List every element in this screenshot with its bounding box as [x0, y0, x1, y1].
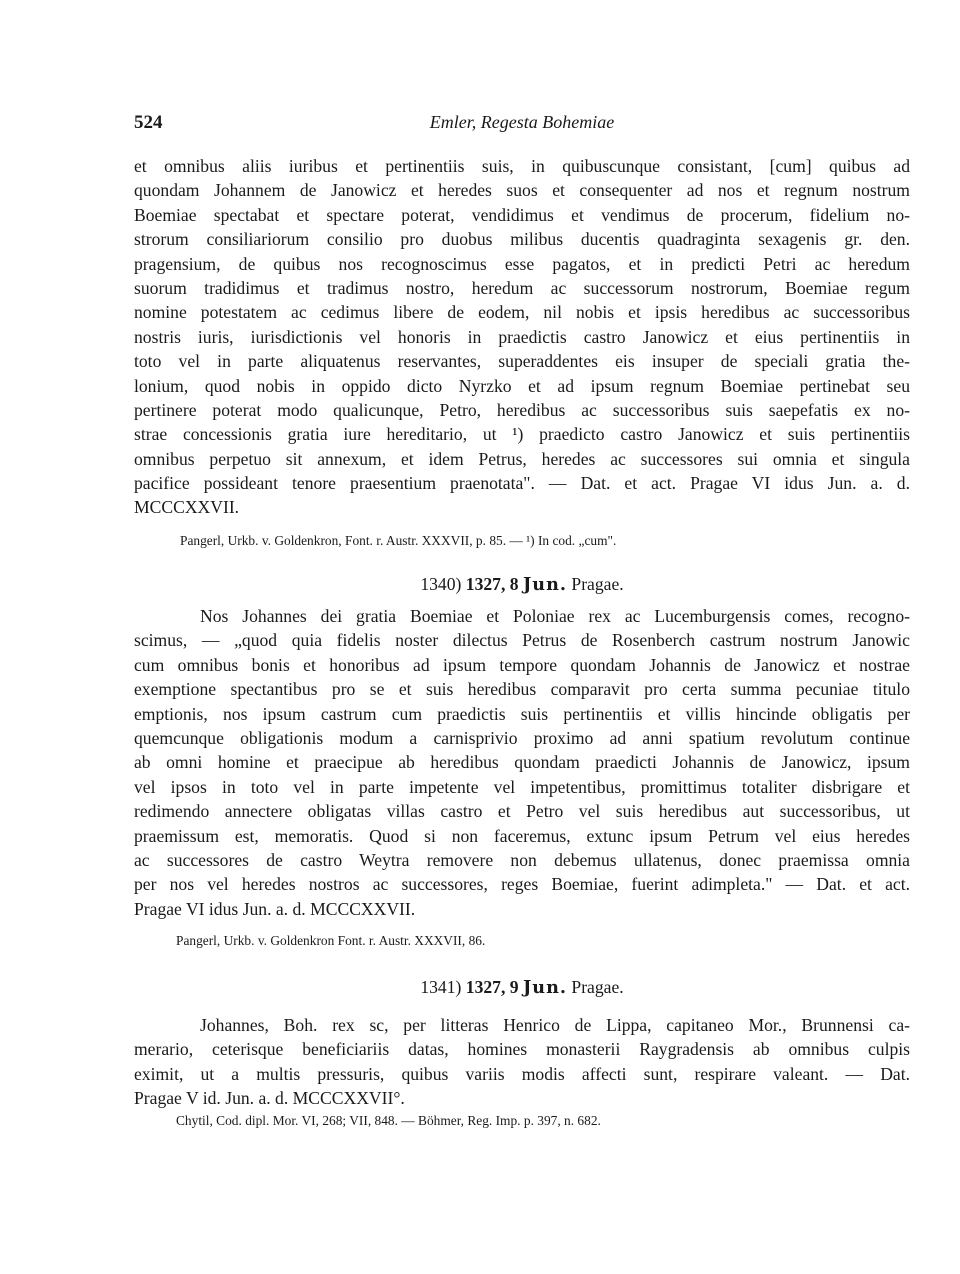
entry-place: Pragae. [571, 977, 624, 997]
text-line: cum omnibus bonis et honoribus ad ipsum tempore quondam Johannis de Janowicz et nostrae [134, 654, 910, 675]
text-line: merario, ceterisque beneficiariis datas, homines monasterii Raygradensis ab omnibus culpis [134, 1039, 910, 1060]
text-line: per nos vel heredes nostros ac successores, reges Boemiae, fuerint adimpleta." — Dat. et act. [134, 874, 910, 895]
text-line: omnibus perpetuo sit annexum, et idem Petrus, heredes ac successores sui omnia et singula [134, 448, 910, 469]
page-number: 524 [134, 112, 163, 133]
entry-date: 1327, 8 [465, 574, 519, 594]
source-note: Pangerl, Urkb. v. Goldenkron Font. r. Austr. XXXVII, 86. [176, 933, 486, 948]
entry-text-1340 [134, 604, 910, 921]
text-line: pacifice possideant tenore praesentium praenotata". — Dat. et act. Pragae VI idus Jun. a. d. [134, 473, 910, 494]
text-line: quemcunque obligationis modum a carnisprivio proximo ad anni spatium revolutum continue [134, 727, 910, 748]
text-line: suorum tradidimus et tradimus nostro, heredum ac successorum nostrorum, Boemiae regum [134, 277, 910, 298]
text-line: Pragae VI idus Jun. a. d. MCCCXXVII. [134, 898, 416, 919]
text-line: et omnibus aliis iuribus et pertinentiis suis, in quibuscunque consistant, [cum] quibus ad [134, 156, 910, 176]
text-line: strae concessionis gratia iure hereditario, ut ¹) praedicto castro Janowicz et suis pertinentiis [134, 424, 910, 445]
text-line: redimendo annectere obligatas villas castro et Petro vel suis heredibus aut successoribus, ut [134, 801, 910, 822]
text-line: toto vel in parte aliquatenus reservantes, superaddentes eis insuper de speciali gratia the- [134, 351, 910, 372]
text-line: emptionis, nos ipsum castrum cum praedictis suis pertinentiis et villis hincinde obligatis per [134, 703, 910, 724]
running-title: Emler, Regesta Bohemiae [429, 112, 615, 132]
text-line: ac successores de castro Weytra removere non debemus ullatenus, donec praemissa omnia [134, 849, 910, 870]
source-note: Pangerl, Urkb. v. Goldenkron, Font. r. Austr. XXXVII, p. 85. — ¹) In cod. „cum". [180, 533, 617, 548]
entry-text-1341 [134, 1013, 910, 1111]
text-line: Nos Johannes dei gratia Boemiae et Poloniae rex ac Lucemburgensis comes, recogno- [200, 606, 910, 626]
entry-date: 1327, 9 [465, 977, 519, 997]
text-line: Johannes, Boh. rex sc, per litteras Henrico de Lippa, capitaneo Mor., Brunnensi ca- [200, 1015, 910, 1035]
source-note: Chytil, Cod. dipl. Mor. VI, 268; VII, 848. — Böhmer, Reg. Imp. p. 397, n. 682. [176, 1113, 601, 1128]
text-line: lonium, quod nobis in oppido dicto Nyrzko et ad ipsum regnum Boemiae pertinebat seu [134, 375, 910, 396]
text-line: ab omni homine et praecipue ab heredibus quondam praedicti Johannis de Janowicz, ipsum [134, 752, 910, 773]
entry-number: 1341) [420, 977, 462, 997]
text-line: MCCCXXVII. [134, 497, 240, 518]
text-line: vel ipsos in toto vel in parte impetente vel impetentibus, promittimus totaliter disbrigare et [134, 776, 910, 797]
entry-place: Pragae. [571, 574, 624, 594]
text-line: Pragae V id. Jun. a. d. MCCCXXVII°. [134, 1088, 405, 1109]
text-line: pragensium, de quibus nos recognoscimus esse pagatos, et in predicti Petri ac heredum [134, 253, 910, 274]
continuation-paragraph [134, 154, 910, 520]
entry-number: 1340) [420, 574, 462, 594]
text-line: eximit, ut a multis pressuris, quibus variis modis affecti sunt, respirare valeant. — Dat. [134, 1063, 910, 1084]
text-line: scimus, — „quod quia fidelis noster dilectus Petrus de Rosenberch castrum nostrum Janowic [134, 630, 910, 651]
text-line: strorum consiliariorum consilio pro duobus milibus ducentis quadraginta sexagenis gr. den. [134, 229, 910, 250]
text-line: nomine potestatem ac cedimus libere de eodem, nil nobis et ipsis heredibus ac successoribus [134, 302, 910, 323]
entry-month: Jun. [522, 574, 567, 595]
text-line: exemptione spectantibus pro se et suis heredibus comparavit pro certa summa pecuniae titulo [134, 679, 910, 700]
entry-heading-1341 [134, 975, 910, 1000]
entry-month: Jun. [522, 977, 567, 998]
text-line: nostris iuris, iurisdictionis vel honoris in praedictis castro Janowicz et eius pertinentiis in [134, 326, 910, 347]
text-line: quondam Johannem de Janowicz et heredes suos et consequenter ad nos et regnum nostrum [134, 180, 910, 201]
text-line: praemissum est, memoratis. Quod si non faceremus, extunc ipsum Petrum vel eius heredes [134, 825, 910, 846]
entry-heading-1340 [134, 572, 910, 597]
text-line: Boemiae spectabat et spectare poterat, vendidimus et vendimus de procerum, fidelium no- [134, 204, 910, 225]
running-head [134, 112, 910, 140]
text-line: pertinere poterat modo qualicunque, Petro, heredibus ac successoribus suis saepefatis ex no- [134, 399, 910, 420]
